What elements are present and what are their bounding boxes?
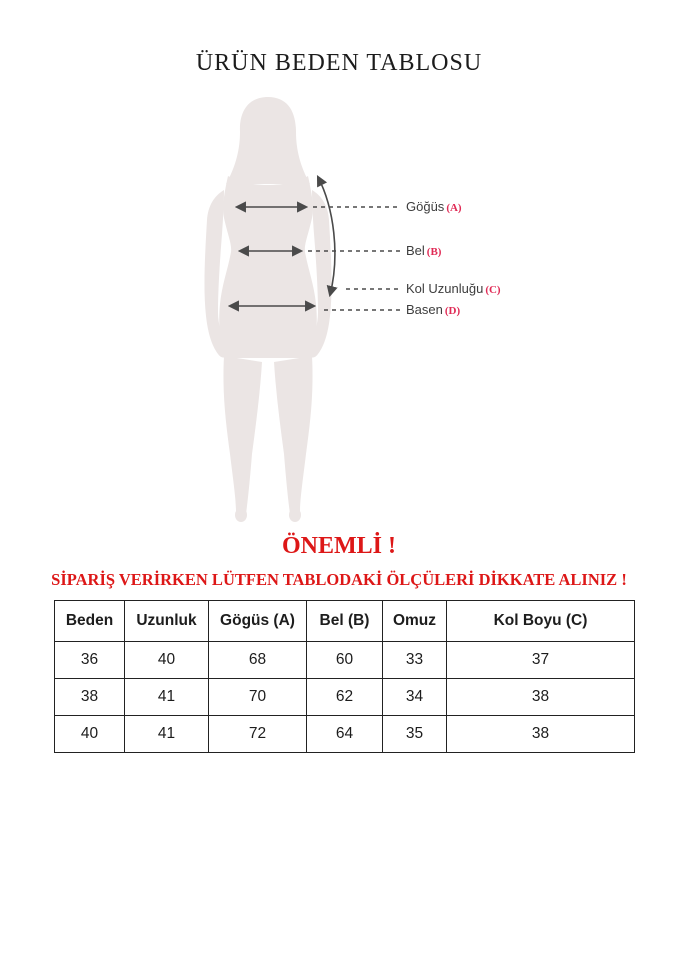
- label-arm-length: [406, 281, 501, 296]
- col-header-arm: Kol Boyu (C): [447, 601, 635, 642]
- cell-waist: 64: [307, 716, 383, 753]
- label-chest-text: Göğüs: [406, 199, 445, 214]
- col-header-length: Uzunluk: [125, 601, 209, 642]
- table-row: [55, 642, 635, 679]
- cell-chest: 68: [209, 642, 307, 679]
- cell-waist: 60: [307, 642, 383, 679]
- cell-shoulder: 33: [383, 642, 447, 679]
- label-chest: [406, 199, 462, 214]
- col-header-waist: Bel (B): [307, 601, 383, 642]
- label-arm-length-text: Kol Uzunluğu: [406, 281, 484, 296]
- cell-arm: 38: [447, 679, 635, 716]
- col-header-shoulder: Omuz: [383, 601, 447, 642]
- cell-length: 40: [125, 642, 209, 679]
- label-hip-marker: (D): [444, 305, 461, 317]
- arm-length-arrow: [318, 177, 335, 295]
- cell-size: 40: [55, 716, 125, 753]
- col-header-chest: Gögüs (A): [209, 601, 307, 642]
- cell-shoulder: 35: [383, 716, 447, 753]
- label-waist: [406, 243, 441, 258]
- table-row: [55, 679, 635, 716]
- size-table-header-row: [55, 601, 635, 642]
- label-hip-text: Basen: [406, 302, 443, 317]
- cell-length: 41: [125, 716, 209, 753]
- cell-chest: 72: [209, 716, 307, 753]
- cell-size: 38: [55, 679, 125, 716]
- label-waist-marker: (B): [426, 246, 442, 258]
- cell-waist: 62: [307, 679, 383, 716]
- measurement-arrows: [150, 90, 530, 530]
- label-chest-marker: (A): [446, 202, 462, 214]
- important-subheading: SİPARİŞ VERİRKEN LÜTFEN TABLODAKİ ÖLÇÜLERİ DİKKATE ALINIZ !: [51, 570, 627, 589]
- page-title: ÜRÜN BEDEN TABLOSU: [195, 50, 483, 76]
- table-row: [55, 716, 635, 753]
- size-table: [54, 600, 635, 753]
- col-header-size: Beden: [55, 601, 125, 642]
- label-waist-text: Bel: [406, 243, 425, 258]
- cell-size: 36: [55, 642, 125, 679]
- cell-shoulder: 34: [383, 679, 447, 716]
- cell-arm: 37: [447, 642, 635, 679]
- cell-chest: 70: [209, 679, 307, 716]
- label-arm-length-marker: (C): [485, 284, 501, 296]
- important-heading: ÖNEMLİ !: [282, 533, 396, 559]
- cell-arm: 38: [447, 716, 635, 753]
- cell-length: 41: [125, 679, 209, 716]
- label-hip: [406, 302, 460, 317]
